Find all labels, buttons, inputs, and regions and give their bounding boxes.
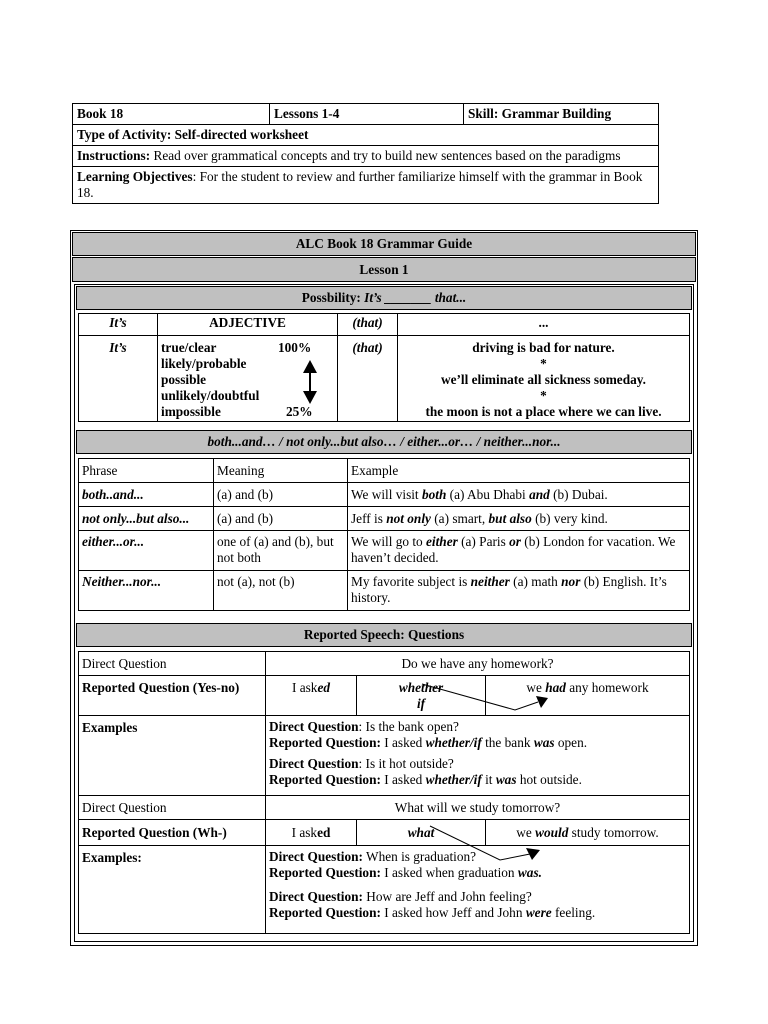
row-its-label: It’s — [109, 340, 127, 355]
direct-question-text: Do we have any homework? — [401, 655, 554, 671]
separator-star: * — [540, 388, 547, 403]
i-asked-cell — [266, 676, 357, 716]
example-text: (a) smart, — [430, 510, 489, 526]
direct-question-text: What will we study tomorrow? — [394, 799, 561, 815]
col-that — [338, 314, 398, 336]
lesson-title-bar — [72, 257, 696, 282]
example-cell — [348, 531, 690, 571]
header-example — [348, 459, 690, 483]
example-reported-question — [269, 905, 686, 921]
example-cell — [348, 483, 690, 507]
rq-text: the bank — [481, 735, 534, 750]
meaning-text: not (a), not (b) — [217, 574, 295, 589]
meaning-text: (a) and (b) — [217, 510, 274, 526]
example-keyword: and — [529, 486, 550, 502]
example-cell — [348, 571, 690, 611]
reported-speech-title: Reported Speech: Questions — [303, 627, 465, 642]
instructions-cell — [73, 146, 659, 167]
row-that — [338, 336, 398, 422]
pct-top-label: 100% — [278, 340, 312, 355]
direct-question-label-cell — [79, 796, 266, 820]
lessons-cell — [270, 104, 464, 125]
header-meaning — [214, 459, 348, 483]
example-keyword: either — [426, 534, 458, 549]
clause-rest: any homework — [565, 680, 649, 695]
examples-label-cell — [79, 716, 266, 796]
direct-question-text-cell — [266, 796, 690, 820]
instructions-label: Instructions: — [77, 148, 151, 163]
adjective-item: unlikely/doubtful — [161, 388, 260, 403]
example-keyword: or — [509, 534, 521, 549]
example-keyword: not only — [386, 510, 431, 526]
example-text: Jeff is — [351, 510, 387, 526]
example-reported-question — [269, 735, 686, 751]
instructions-text: Read over grammatical concepts and try to build new sentences based on the paradigms — [150, 148, 621, 163]
book-label: Book 18 — [77, 106, 124, 121]
direct-question-label: Direct Question — [82, 799, 167, 815]
rq-label: Reported Question: — [269, 772, 381, 787]
rq-text: open. — [554, 735, 588, 750]
rq-text: feeling. — [551, 905, 596, 920]
rq-keyword: was. — [517, 865, 542, 880]
ed-suffix: ed — [317, 824, 331, 840]
reported-speech-title-bar — [76, 623, 692, 647]
phrase-cell — [79, 531, 214, 571]
book-cell — [73, 104, 270, 125]
phrase-cell — [79, 571, 214, 611]
worksheet-info-table — [72, 103, 659, 204]
objectives-label: Learning Objectives — [77, 169, 193, 184]
rq-text: I asked when graduation — [380, 865, 518, 880]
rq-label: Reported Question: — [269, 905, 381, 920]
example-clauses-cell — [398, 336, 690, 422]
example-text: (a) math — [509, 574, 562, 589]
dq-label: Direct Question — [269, 756, 359, 771]
examples-label: Examples — [82, 720, 138, 735]
example-keyword: both — [421, 486, 447, 502]
adjective-item: true/clear — [161, 340, 217, 355]
possibility-title: Possbility: — [301, 290, 365, 305]
if-text: if — [416, 696, 426, 711]
i-ask-text: I ask — [291, 680, 318, 695]
col-its — [79, 314, 158, 336]
guide-title-bar — [72, 232, 696, 256]
table-row — [79, 531, 690, 571]
phrase-text: not only...but also... — [82, 510, 190, 526]
reported-question-label-cell — [79, 820, 266, 846]
col-adjective — [158, 314, 338, 336]
pct-bottom-label: 25% — [286, 404, 313, 419]
col-that-label: (that) — [352, 315, 383, 330]
examples-label-cell — [79, 846, 266, 934]
dq-label: Direct Question: — [269, 849, 363, 864]
skill-label: Skill: Grammar Building — [468, 106, 612, 121]
example-keyword: nor — [561, 574, 581, 589]
examples-label: Examples: — [82, 850, 142, 865]
example-text: We will visit — [351, 486, 422, 502]
phrase-cell — [79, 507, 214, 531]
header-phrase — [79, 459, 214, 483]
header-example-label: Example — [351, 462, 399, 478]
rq-text: I asked — [380, 772, 426, 787]
correlatives-title: both...and… / not only...but also… / either...or… / neither...nor... — [207, 434, 561, 449]
phrase-text: either...or... — [82, 534, 145, 549]
word-order-arrow-icon — [420, 820, 560, 868]
rq-label: Reported Question: — [269, 735, 381, 750]
dq-label: Direct Question: — [269, 889, 363, 904]
rq-text: hot outside. — [516, 772, 582, 787]
adjective-item: possible — [161, 372, 207, 387]
col-ellipsis-label: ... — [538, 315, 549, 330]
separator-star: * — [540, 356, 547, 371]
rq-keyword: whether/if — [425, 735, 482, 750]
clause-subject: we — [516, 824, 536, 840]
example-clause: driving is bad for nature. — [472, 340, 615, 355]
whether-text: whether — [398, 680, 444, 695]
direct-question-label: Direct Question — [82, 655, 167, 671]
table-row — [79, 507, 690, 531]
i-asked-cell — [266, 820, 357, 846]
phrase-text: Neither...nor... — [82, 574, 162, 589]
example-direct-question — [269, 756, 686, 772]
row-that-label: (that) — [352, 340, 383, 355]
adjective-list-cell — [158, 336, 338, 422]
col-adjective-label: ADJECTIVE — [209, 315, 286, 330]
meaning-cell — [214, 531, 348, 571]
example-keyword: neither — [470, 574, 510, 589]
example-clause: the moon is not a place where we can live. — [425, 404, 662, 419]
possibility-title-bar — [76, 286, 692, 310]
direct-question-label-cell — [79, 652, 266, 676]
dq-label: Direct Question — [269, 719, 359, 734]
dq-text: When is graduation? — [362, 849, 477, 864]
ed-suffix: ed — [317, 680, 331, 695]
meaning-cell — [214, 483, 348, 507]
activity-label: Type of Activity: Self-directed worksheet — [77, 127, 309, 142]
correlatives-table — [78, 458, 690, 611]
clause-rest: study tomorrow. — [568, 824, 659, 840]
example-text: (b) very kind. — [531, 510, 608, 526]
example-direct-question — [269, 719, 686, 735]
reported-speech-table — [78, 651, 690, 934]
header-phrase-label: Phrase — [82, 462, 118, 478]
lesson-title: Lesson 1 — [359, 262, 409, 277]
col-its-label: It’s — [109, 315, 127, 330]
adjective-item: impossible — [161, 404, 221, 419]
adjective-item: likely/probable — [161, 356, 247, 371]
header-meaning-label: Meaning — [217, 462, 265, 478]
lessons-label: Lessons 1-4 — [274, 106, 340, 121]
rq-keyword: were — [525, 905, 552, 920]
row-its — [79, 336, 158, 422]
meaning-cell — [214, 571, 348, 611]
objectives-text: : For the student to review and further familiarize himself with the grammar in Book 18. — [77, 169, 643, 200]
reported-question-label: Reported Question (Yes-no) — [82, 680, 240, 695]
word-order-arrow-icon — [400, 680, 560, 720]
objectives-cell — [73, 167, 659, 204]
example-text: (b) Dubai. — [549, 486, 608, 502]
example-reported-question — [269, 772, 686, 788]
skill-cell — [464, 104, 659, 125]
reported-question-label: Reported Question (Wh-) — [82, 824, 227, 840]
word-order-verb: would — [535, 824, 569, 840]
example-clause: we’ll eliminate all sickness someday. — [441, 372, 646, 387]
example-text: (b) English. It’s history. — [351, 574, 667, 605]
rq-keyword: whether/if — [425, 772, 482, 787]
double-arrow-icon — [302, 360, 318, 404]
table-row — [79, 483, 690, 507]
example-direct-question — [269, 889, 686, 905]
correlatives-title-bar — [76, 430, 692, 454]
example-cell — [348, 507, 690, 531]
example-text: (a) Abu Dhabi — [446, 486, 530, 502]
guide-title: ALC Book 18 Grammar Guide — [295, 236, 473, 251]
reported-question-label-cell — [79, 676, 266, 716]
example-text: (b) London for vacation. We haven’t decided. — [351, 534, 676, 565]
clause-subject: we — [526, 680, 546, 695]
examples-cell — [266, 716, 690, 796]
direct-question-text-cell — [266, 652, 690, 676]
possibility-title-pattern: It’s _______ that... — [364, 290, 467, 305]
meaning-cell — [214, 507, 348, 531]
rq-keyword: was — [495, 772, 517, 787]
activity-cell — [73, 125, 659, 146]
rq-text: it — [481, 772, 496, 787]
phrase-text: both..and... — [82, 486, 144, 502]
what-text: what — [407, 824, 435, 840]
rq-text: I asked — [380, 735, 426, 750]
possibility-table — [78, 313, 690, 422]
example-keyword: but also — [488, 510, 532, 526]
example-text: My favorite subject is — [351, 574, 471, 589]
dq-text: : Is the bank open? — [358, 719, 459, 734]
col-ellipsis — [398, 314, 690, 336]
i-ask-text: I ask — [291, 824, 318, 840]
example-text: (a) Paris — [457, 534, 510, 549]
example-text: We will go to — [351, 534, 427, 549]
meaning-text: one of (a) and (b), but not both — [217, 534, 334, 565]
rq-label: Reported Question: — [269, 865, 381, 880]
phrase-cell — [79, 483, 214, 507]
rq-text: I asked how Jeff and John — [380, 905, 526, 920]
table-row — [79, 571, 690, 611]
dq-text: : Is it hot outside? — [358, 756, 454, 771]
rq-keyword: was — [533, 735, 555, 750]
backshifted-verb: had — [545, 680, 566, 695]
dq-text: How are Jeff and John feeling? — [362, 889, 532, 904]
meaning-text: (a) and (b) — [217, 486, 274, 502]
